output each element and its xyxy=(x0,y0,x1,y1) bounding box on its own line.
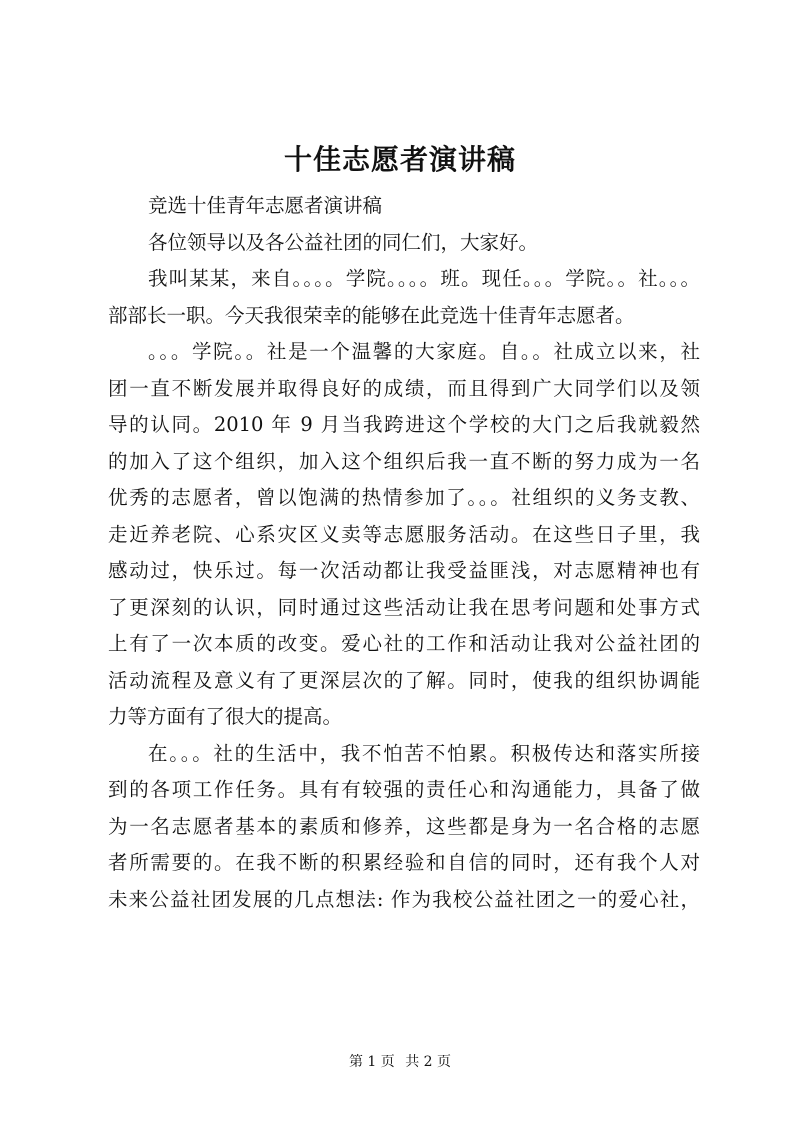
page-number: 第 1 页 xyxy=(348,1054,395,1070)
page-total: 共 2 页 xyxy=(405,1054,452,1070)
subtitle-line: 竞选十佳青年志愿者演讲稿 xyxy=(148,194,383,217)
paragraph-line: 优秀的志愿者，曾以饱满的热情参加了。。。社组织的义务支教、 xyxy=(108,486,700,509)
paragraph-line: 者所需要的。在我不断的积累经验和自信的同时，还有我个人对 xyxy=(108,851,700,874)
paragraph-line: 感动过，快乐过。每一次活动都让我受益匪浅，对志愿精神也有 xyxy=(108,559,700,582)
page-footer xyxy=(0,1052,800,1072)
paragraph-line: 活动流程及意义有了更深层次的了解。同时，使我的组织协调能 xyxy=(108,668,700,692)
paragraph-line: 了更深刻的认识，同时通过这些活动让我在思考问题和处事方式 xyxy=(108,595,700,619)
paragraph-line: 未来公益社团发展的几点想法: 作为我校公益社团之一的爱心社， xyxy=(108,887,700,911)
paragraph-line: 。。。学院。。社是一个温馨的大家庭。自。。社成立以来，社 xyxy=(148,340,700,363)
paragraph-line: 到的各项工作任务。具有有较强的责任心和沟通能力，具备了做 xyxy=(108,778,700,801)
paragraph-line: 上有了一次本质的改变。爱心社的工作和活动让我对公益社团的 xyxy=(108,632,700,655)
paragraph-line: 我叫某某，来自。。。。学院。。。。班。现任。。。学院。。社。。。 xyxy=(148,267,700,290)
paragraph-line: 部部长一职。今天我很荣幸的能够在此竞选十佳青年志愿者。 xyxy=(108,303,635,327)
paragraph-line: 力等方面有了很大的提高。 xyxy=(108,705,343,728)
paragraph-line: 团一直不断发展并取得良好的成绩，而且得到广大同学们以及领 xyxy=(108,376,700,400)
greeting-line: 各位领导以及各公益社团的同仁们，大家好。 xyxy=(148,230,539,254)
paragraph-line: 在。。。社的生活中，我不怕苦不怕累。积极传达和落实所接 xyxy=(148,741,700,765)
document-body xyxy=(108,188,700,918)
paragraph-line: 的加入了这个组织，加入这个组织后我一直不断的努力成为一名 xyxy=(108,449,700,473)
document-title: 十佳志愿者演讲稿 xyxy=(283,143,516,176)
paragraph-line: 为一名志愿者基本的素质和修养，这些都是身为一名合格的志愿 xyxy=(108,814,700,838)
paragraph-line: 导的认同。2010 年 9 月当我跨进这个学校的大门之后我就毅然 xyxy=(108,413,700,436)
paragraph-line: 走近养老院、心系灾区义卖等志愿服务活动。在这些日子里，我 xyxy=(108,522,700,546)
